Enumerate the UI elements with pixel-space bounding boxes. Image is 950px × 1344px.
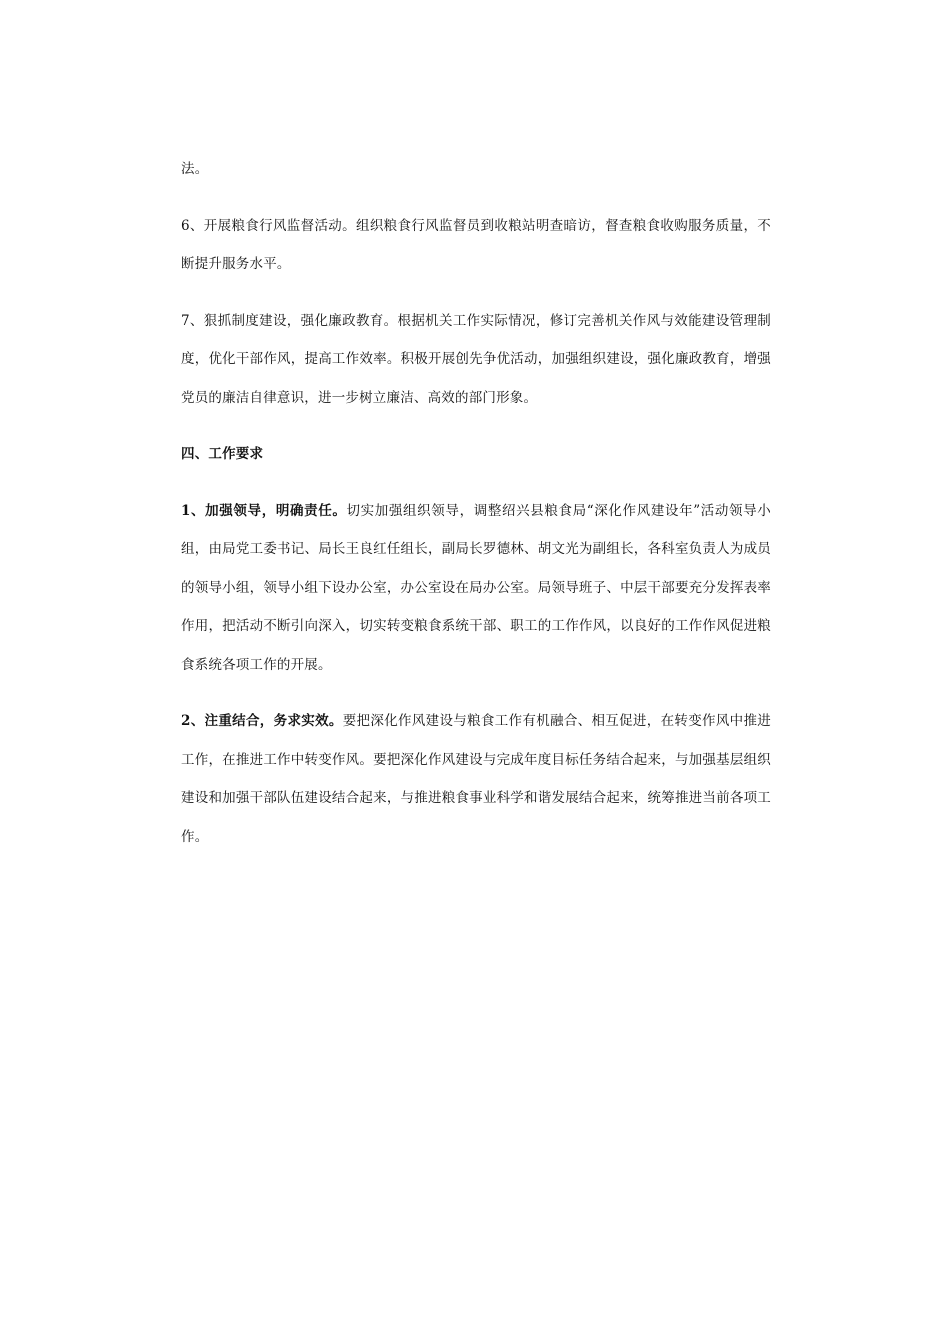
item-7-paragraph: 7、狠抓制度建设，强化廉政教育。根据机关工作实际情况，修订完善机关作风与效能建设管理制度，优化干部作风，提高工作效率。积极开展创先争优活动，加强组织建设，强化廉政教育，增强党员的廉洁自律意识，进一步树立廉洁、高效的部门形象。 xyxy=(181,312,771,406)
requirement-2-lead: 2、注重结合，务求实效。 xyxy=(181,713,343,729)
paragraph-continuation: 法。 xyxy=(181,161,209,177)
document-body xyxy=(181,150,771,874)
requirement-2-paragraph xyxy=(181,702,771,856)
requirement-1-body: 切实加强组织领导，调整绍兴县粮食局“深化作风建设年”活动领导小组，由局党工委书记、局长王良红任组长，副局长罗德林、胡文光为副组长，各科室负责人为成员的领导小组，领导小组下设办公室，办公室设在局办公室。局领导班子、中层干部要充分发挥表率作用，把活动不断引向深入，切实转变粮食系统干部、职工的工作作风，以良好的工作作风促进粮食系统各项工作的开展。 xyxy=(181,502,771,673)
item-6-paragraph: 6、开展粮食行风监督活动。组织粮食行风监督员到收粮站明查暗访，督查粮食收购服务质量，不断提升服务水平。 xyxy=(181,217,771,272)
requirement-1-paragraph xyxy=(181,492,771,685)
requirement-1-lead: 1、加强领导，明确责任。 xyxy=(181,502,347,519)
requirement-2-body: 要把深化作风建设与粮食工作有机融合、相互促进，在转变作风中推进工作，在推进工作中转变作风。要把深化作风建设与完成年度目标任务结合起来，与加强基层组织建设和加强干部队伍建设结合起来，与推进粮食事业科学和谐发展结合起来，统筹推进当前各项工作。 xyxy=(181,713,772,845)
section-heading: 四、工作要求 xyxy=(181,446,264,462)
